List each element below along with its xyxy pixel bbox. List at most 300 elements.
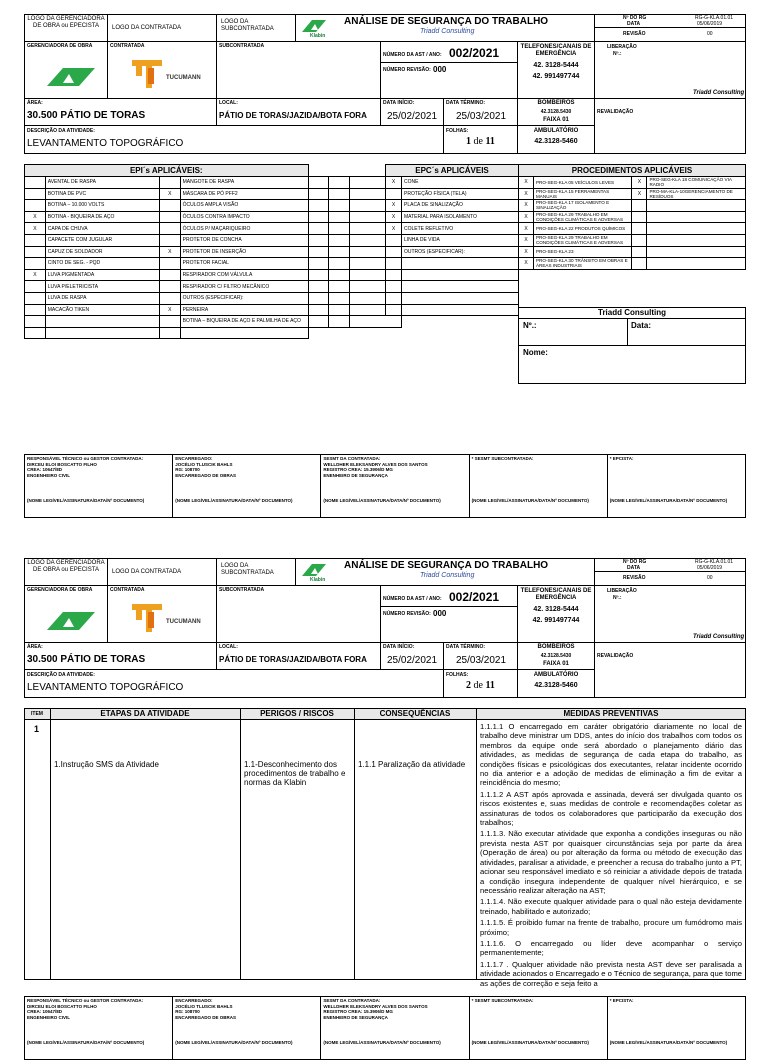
folhas-label: FOLHAS:	[446, 128, 469, 134]
procedure-item-2: PRO-MA-KLA-10GERENCIAMENTO DE RESÍDUOS	[647, 188, 746, 200]
local-label: LOCAL:	[219, 100, 238, 106]
area-label: ÁREA:	[27, 100, 43, 106]
epi-empty-cell	[329, 258, 350, 270]
epi-mark-a	[25, 177, 46, 189]
epi-empty-cell	[308, 292, 329, 304]
approval-number-label: Nº.:	[523, 321, 537, 330]
contratada-cell	[107, 41, 217, 99]
procedure-mark-2	[632, 211, 647, 223]
liberacao-label: LIBERAÇÃO	[607, 44, 637, 50]
tucumann-logo-icon	[130, 58, 164, 90]
procedure-item: PRO-SEG-KLA 29 TRABALHO EM CONDIÇÕES CLIMÁTICAS E ADVERSAS	[533, 234, 632, 246]
item-number: 1	[34, 724, 40, 734]
revisao-label: REVISÃO	[623, 31, 646, 37]
epi-item-b: ÓCULOS CONTRA IMPACTO	[180, 211, 308, 223]
procedure-mark: X	[519, 200, 534, 212]
end-date-value: 25/03/2021	[456, 111, 507, 122]
ast-number-label: NÚMERO DA AST / ANO:	[383, 596, 442, 602]
procedure-row	[519, 223, 746, 235]
epc-header: EPC´s APLICÁVEIS	[386, 165, 519, 177]
activity-table	[24, 708, 746, 988]
descricao-label: DESCRIÇÃO DA ATIVIDADE:	[27, 128, 95, 134]
area-label: ÁREA:	[27, 644, 43, 650]
signature-title: SESMT DA CONTRATADA:	[323, 456, 381, 461]
procedure-item: PRO-SEG-KLA 30 TRÂNSITO EM OBRAS E ÁREAS INDUSTRIAIS	[533, 258, 632, 270]
triadd-consulting-stamp: Triadd Consulting	[693, 90, 745, 96]
procedure-row	[519, 211, 746, 223]
revisao-label: REVISÃO	[623, 575, 646, 581]
medida-item: 1.1.1.6. O encarregado ou líder deve acompanhar o serviço permanentemente;	[480, 938, 742, 958]
header-block-2	[24, 558, 746, 698]
procedures-header: PROCEDIMENTOS APLICÁVEIS	[519, 165, 746, 177]
rg-value: RG-G-KLA.01.01	[695, 15, 734, 21]
epc-row	[386, 177, 519, 189]
procedure-mark-2	[632, 223, 647, 235]
rg-value: RG-G-KLA.01.01	[695, 559, 734, 565]
start-date-label: DATA INÍCIO:	[383, 100, 415, 106]
subcontratada-label: SUBCONTRATADA	[219, 587, 265, 593]
signature-title: * EPCISTA:	[609, 456, 634, 461]
descricao-value: LEVANTAMENTO TOPOGRÁFICO	[27, 682, 184, 693]
epi-empty-cell	[329, 200, 350, 212]
epi-item-b: MÁSCARA DE PÓ PFF2	[180, 188, 308, 200]
ambulatorio-phone: 42.3128-5460	[534, 682, 578, 689]
signature-footer: (NOME LEGÍVEL/ASSINATURA/DATA/Nº DOCUMENTO)	[471, 497, 589, 503]
logo-gerenciadora-text: LOGO DA GERENCIADORA DE OBRA ou EPECISTA	[27, 16, 105, 29]
rg-label: Nº DO RG	[623, 559, 647, 565]
epi-mark-b	[159, 281, 180, 293]
epc-item: COLETE REFLETIVO	[402, 223, 519, 235]
data-value: 05/06/2019	[697, 21, 723, 27]
epi-item-a: CAPA DE CHUVA	[45, 223, 159, 235]
emergency-phones-label: TELEFONES/CANAIS DE EMERGÊNCIA	[520, 44, 592, 57]
signature-line: ENGENHEIRO CIVIL	[27, 1014, 71, 1020]
descricao-cell	[24, 125, 444, 154]
procedure-row	[519, 234, 746, 246]
descricao-value: LEVANTAMENTO TOPOGRÁFICO	[27, 138, 184, 149]
epi-item-a: AVENTAL DE RASPA	[45, 177, 159, 189]
signature-cell	[25, 997, 173, 1060]
epi-row	[25, 258, 402, 270]
subcontratada-cell	[216, 41, 381, 99]
epi-mark-a	[25, 292, 46, 304]
klabin-logo-icon	[302, 18, 326, 32]
signature-cell	[607, 997, 745, 1060]
signature-line: ENCARREGADO DE OBRAS	[175, 1014, 236, 1020]
signature-line: RG: 108700	[175, 1009, 200, 1014]
signature-line: ENGENHEIRO CIVIL	[27, 472, 71, 478]
triadd-consulting-stamp: Triadd Consulting	[693, 634, 745, 640]
epi-row	[25, 177, 402, 189]
procedure-item-2	[647, 246, 746, 258]
local-label: LOCAL:	[219, 644, 238, 650]
document-title: ANÁLISE DE SEGURANÇA DO TRABALHO	[344, 16, 549, 27]
epi-empty-cell	[329, 316, 350, 328]
epi-item-a: LUVA P/ELETRICISTA	[45, 281, 159, 293]
contratada-label: CONTRATADA	[110, 43, 145, 49]
approval-name-label: Nome:	[523, 348, 548, 357]
epi-empty-cell	[329, 292, 350, 304]
epi-empty-cell	[329, 281, 350, 293]
epi-mark-b	[159, 316, 180, 328]
col-item-header: ITEM	[31, 711, 43, 717]
data-value: 05/06/2019	[697, 565, 723, 571]
epi-mark-b: X	[159, 304, 180, 316]
epc-row	[386, 211, 519, 223]
signature-title: * EPCISTA:	[609, 998, 634, 1003]
epi-empty-cell	[308, 269, 329, 281]
signature-cell	[173, 455, 321, 518]
folhas-cell	[443, 125, 518, 154]
epi-item-b: OUTROS (ESPECIFICAR):	[180, 292, 308, 304]
procedure-item-2	[647, 258, 746, 270]
end-date-cell	[443, 98, 518, 126]
procedure-row	[519, 188, 746, 200]
procedure-item: PRO-SEG-KLA 15 FERRAMENTAS MANUAIS	[533, 188, 632, 200]
epi-row	[25, 246, 402, 258]
signature-line: DIRCEU ELOI BOSCATTO FILHO	[27, 461, 97, 467]
medida-item: 1.1.1.3. Não executar atividade que exponha a condições inseguras ou não prevista nesta AST por quaisquer circunstâncias seja por parte da área (Operação de área) ou por alteração da forma ou método de execução das atividades, paralisar a atividade, e preencher a recusa do trabalho junto a PT, acionar seu responsável imediato e só reiniciar a atividade depois de tratada a condição insegura independente de qualquer nível hierárquico, e se necessário realizar alteração na AST;	[480, 829, 742, 895]
signature-cell	[173, 997, 321, 1060]
epi-item-b: PERNEIRA	[180, 304, 308, 316]
signature-title: ENCARREGADO:	[175, 456, 213, 461]
signature-cell	[469, 455, 607, 518]
epi-mark-b	[159, 177, 180, 189]
epc-mark: X	[386, 200, 402, 212]
logo-gerenciadora-text: LOGO DA GERENCIADORA DE OBRA ou EPECISTA	[27, 560, 105, 573]
bombeiros-phone: 42.3128.5430	[540, 109, 572, 115]
triadd-logo-text: Triadd Consulting	[420, 28, 475, 35]
logo-contratada-text: LOGO DA CONTRATADA	[112, 569, 182, 575]
epc-row	[386, 234, 519, 246]
procedure-row	[519, 177, 746, 189]
epi-empty-cell	[329, 223, 350, 235]
liberacao-number-label: Nº.:	[613, 51, 622, 57]
logo-subcontratada-text: LOGO DA SUBCONTRATADA	[221, 563, 274, 576]
emergency-phones-label: TELEFONES/CANAIS DE EMERGÊNCIA	[520, 588, 592, 601]
etapa-text: 1.Instrução SMS da Atividade	[54, 760, 159, 769]
subcontratada-label: SUBCONTRATADA	[219, 43, 265, 49]
signature-footer: (NOME LEGÍVEL/ASSINATURA/DATA/Nº DOCUMENTO)	[609, 1039, 728, 1045]
gerenciadora-label: GERENCIADORA DE OBRA	[27, 43, 93, 49]
procedure-item: PRO-SEG-KLA 29 TRABALHO EM CONDIÇÕES CLIMÁTICAS E ADVERSAS	[533, 211, 632, 223]
logo-subcontratada-cell	[216, 14, 296, 42]
procedure-item: PRO-SEG-KLA 05 VEÍCULOS LEVES	[533, 177, 632, 189]
revisao-value: 00	[707, 31, 713, 37]
epi-empty-cell	[329, 188, 350, 200]
gerenciadora-label: GERENCIADORA DE OBRA	[27, 587, 93, 593]
epi-empty-cell	[329, 304, 350, 316]
epi-row	[25, 269, 402, 281]
epc-mark: X	[386, 223, 402, 235]
signature-line: JOCÉLIO TLUSCIK BAHLS	[175, 461, 233, 467]
epi-mark-b: X	[159, 246, 180, 258]
epi-mark-a	[25, 281, 46, 293]
signature-line: ENENHEIRO DE SEGURANÇA	[323, 1014, 388, 1020]
revisao-value: 00	[707, 575, 713, 581]
epi-empty-cell	[308, 200, 329, 212]
procedures-table	[518, 164, 746, 270]
epc-item: MATERIAL PARA ISOLAMENTO	[402, 211, 519, 223]
epi-mark-a	[25, 304, 46, 316]
ambulatorio-phone: 42.3128-5460	[534, 138, 578, 145]
signature-cell	[469, 997, 607, 1060]
epc-mark	[386, 246, 402, 258]
ast-number-value: 002/2021	[449, 46, 500, 60]
procedure-mark: X	[519, 234, 534, 246]
procedure-mark-2	[632, 246, 647, 258]
medida-item: 1.1.1.7 . Qualquer atividade não prevista nesta AST deve ser paralisada a atividade acionados o Encarregado e o Técnico de segurança, para que tome as ações de correção e seja feito a	[480, 959, 742, 988]
revalidacao-label: REVALIDAÇÃO	[597, 109, 634, 115]
approval-name-box	[518, 345, 746, 384]
procedure-mark: X	[519, 246, 534, 258]
emergency-phones-cell	[517, 41, 595, 99]
liberacao-cell	[594, 41, 746, 99]
area-cell	[24, 98, 217, 126]
bombeiros-label: BOMBEIROS	[537, 100, 575, 106]
col-etapas-header: ETAPAS DA ATIVIDADE	[100, 709, 190, 718]
revalidacao-label: REVALIDAÇÃO	[597, 653, 634, 659]
signature-footer: (NOME LEGÍVEL/ASSINATURA/DATA/Nº DOCUMENTO)	[609, 497, 728, 503]
epc-mark: X	[386, 211, 402, 223]
logo-contratada-text: LOGO DA CONTRATADA	[112, 25, 182, 31]
epi-mark-b: X	[159, 188, 180, 200]
logo-subcontratada-text: LOGO DA SUBCONTRATADA	[221, 19, 274, 32]
col-perigos-header: PERIGOS / RISCOS	[260, 709, 334, 718]
procedure-item-2	[647, 234, 746, 246]
approval-box	[518, 318, 746, 346]
epi-item-a: CINTO DE SEG. - PQD	[45, 258, 159, 270]
phone-1: 42. 3128-5444	[533, 606, 579, 613]
phone-2: 42. 991497744	[532, 73, 580, 80]
epi-row	[25, 304, 402, 316]
signature-line: REGISTRO CREA: 15.3906/D MG	[323, 1009, 393, 1014]
procedure-mark-2: X	[632, 177, 647, 189]
epi-empty-cell	[329, 269, 350, 281]
rg-cell	[594, 14, 746, 42]
signature-footer: (NOME LEGÍVEL/ASSINATURA/DATA/Nº DOCUMENTO)	[471, 1039, 589, 1045]
signature-title: ENCARREGADO:	[175, 998, 213, 1003]
epi-mark-a	[25, 316, 46, 328]
signature-line: WELLDHER ELEKSANDRY ALVES DOS SANTOS	[323, 461, 428, 467]
ast-number-label: NÚMERO DA AST / ANO:	[383, 52, 442, 58]
epi-empty-cell	[308, 258, 329, 270]
epi-row	[25, 316, 402, 328]
col-consequencias-header: CONSEQUÊNCIAS	[379, 709, 451, 718]
signature-line: WELLDHER ELEKSANDRY ALVES DOS SANTOS	[323, 1003, 428, 1009]
revalidacao-cell	[594, 98, 746, 154]
signature-footer: (NOME LEGÍVEL/ASSINATURA/DATA/Nº DOCUMENTO)	[175, 497, 293, 503]
procedure-row	[519, 246, 746, 258]
signature-cell	[25, 455, 173, 518]
procedure-mark: X	[519, 258, 534, 270]
procedure-mark: X	[519, 211, 534, 223]
local-value: PÁTIO DE TORAS/JAZIDA/BOTA FORA	[219, 655, 367, 664]
epi-empty-cell	[308, 188, 329, 200]
consequencia-text: 1.1.1 Paralização da atividade	[358, 760, 466, 769]
local-cell	[216, 98, 381, 126]
procedure-mark-2	[632, 234, 647, 246]
revision-number-value: 000	[433, 65, 447, 74]
perigo-text: 1.1-Desconhecimento dos procedimentos de trabalho e normas da Klabin	[244, 760, 346, 788]
signature-footer: (NOME LEGÍVEL/ASSINATURA/DATA/Nº DOCUMENTO)	[27, 1039, 145, 1045]
signature-cell	[607, 455, 745, 518]
epi-item-b: ÓCULOS P/ MAÇARIQUEIRO	[180, 223, 308, 235]
procedure-row	[519, 258, 746, 270]
procedure-item-2	[647, 223, 746, 235]
procedure-mark: X	[519, 223, 534, 235]
signature-line: ENCARREGADO DE OBRAS	[175, 472, 236, 478]
ambulatorio-label: AMBULATÓRIO	[533, 128, 579, 134]
epi-mark-b	[159, 234, 180, 246]
procedure-mark: X	[519, 177, 534, 189]
tucumann-logo-icon	[130, 602, 164, 634]
liberacao-number-label: Nº.:	[613, 595, 622, 601]
procedure-mark-2: X	[632, 188, 647, 200]
bombeiros-phone: 42.3128.5430	[540, 653, 572, 659]
epi-empty-cell	[308, 316, 329, 328]
klabin-small-text: Klabin	[310, 33, 326, 39]
descricao-label: DESCRIÇÃO DA ATIVIDADE:	[27, 672, 95, 678]
epi-row	[25, 200, 402, 212]
ambulatorio-label: AMBULATÓRIO	[533, 672, 579, 678]
epc-row	[386, 223, 519, 235]
epi-row	[25, 281, 402, 293]
signature-title: SESMT DA CONTRATADA:	[323, 998, 381, 1003]
signature-line: CREA: 10647/8D	[27, 467, 63, 472]
procedure-mark-2	[632, 258, 647, 270]
epi-item-b: RESPIRADOR C/ FILTRO MECÂNICO	[180, 281, 308, 293]
epc-mark	[386, 234, 402, 246]
epc-item: OUTROS (ESPECIFICAR):	[402, 246, 519, 258]
approval-date-label: Data:	[631, 321, 652, 330]
epi-mark-b	[159, 223, 180, 235]
epi-empty-cell	[308, 211, 329, 223]
epi-empty-cell	[329, 211, 350, 223]
klabin-logo-icon	[302, 562, 326, 576]
revision-number-label: NÚMERO REVISÃO:	[383, 67, 431, 73]
epc-row	[386, 200, 519, 212]
epi-mark-a	[25, 258, 46, 270]
procedure-mark: X	[519, 188, 534, 200]
epi-mark-a: X	[25, 223, 46, 235]
revision-number-value: 000	[433, 609, 447, 618]
klabin-small-text: Klabin	[310, 577, 326, 583]
epi-mark-b	[159, 269, 180, 281]
signature-line: DIRCEU ELOI BOSCATTO FILHO	[27, 1003, 97, 1009]
epi-mark-b	[159, 292, 180, 304]
epi-empty-cell	[308, 246, 329, 258]
end-date-value: 25/03/2021	[456, 655, 507, 666]
medida-item: 1.1.1.1 O encarregado em caráter obrigatório diariamente no local de trabalho deve ministrar um DDS, antes do início dos trabalhos com todos os membros da equipe onde será abordado o planejamento diário das atividades, as medidas de segurança de cada etapa do trabalho, as condições físicas e psicológicas dos executantes, relatar incidente ocorrido no dia anterior e a adoção de medidas de eliminação a fim de evitar a reincidência do mesmo;	[480, 722, 742, 788]
area-value: 30.500 PÁTIO DE TORAS	[27, 110, 146, 121]
epi-row	[25, 223, 402, 235]
gerenciadora-cell	[24, 41, 108, 99]
medida-item: 1.1.1.4. Não execute qualquer atividade para o qual não esteja devidamente treinado, habilitado e autorizado;	[480, 897, 742, 916]
signature-title: RESPONSÁVEL TÉCNICO ou GESTOR CONTRATADA:	[27, 998, 144, 1003]
klabin-logo-large-icon	[47, 66, 95, 86]
epc-table	[385, 164, 519, 316]
triadd-box-text: Triadd Consulting	[598, 308, 666, 317]
epi-item-b: PROTETOR DE INSERÇÃO	[180, 246, 308, 258]
phone-1: 42. 3128-5444	[533, 62, 579, 69]
tucumann-text: TUCUMANN	[166, 619, 201, 625]
procedure-item: PRO-SEG-KLA 22 PRODUTOS QUÍMICOS	[533, 223, 632, 235]
epi-empty-cell	[308, 281, 329, 293]
data-label: DATA	[627, 565, 641, 571]
folhas-label: FOLHAS:	[446, 672, 469, 678]
bombeiros-faixa: FAIXA 01	[543, 661, 569, 667]
epi-row	[25, 292, 402, 304]
bombeiros-faixa: FAIXA 01	[543, 117, 569, 123]
tucumann-text: TUCUMANN	[166, 75, 201, 81]
epi-mark-a	[25, 188, 46, 200]
procedure-item: PRO-SEG-KLA 17 ISOLAMENTO E SINALIZAÇÃO	[533, 200, 632, 212]
signature-line: CREA: 10647/8D	[27, 1009, 63, 1014]
signature-cell	[321, 455, 469, 518]
epi-mark-a	[25, 234, 46, 246]
epi-item-b: BOTINA – BIQUEIRA DE AÇO E PALMILHA DE AÇO	[180, 316, 308, 328]
rg-label: Nº DO RG	[623, 15, 647, 21]
col-medidas-header: MEDIDAS PREVENTIVAS	[563, 709, 659, 718]
logo-contratada-cell	[107, 14, 217, 42]
epi-item-b: MANGOTE DE RASPA	[180, 177, 308, 189]
epi-mark-b	[159, 258, 180, 270]
header-block	[24, 14, 746, 154]
procedure-mark-2	[632, 200, 647, 212]
epi-empty-cell	[329, 246, 350, 258]
signature-table-1	[24, 454, 746, 518]
title-cell	[295, 14, 595, 42]
epi-mark-a: X	[25, 211, 46, 223]
epi-table	[24, 164, 402, 339]
epi-mark-a	[25, 246, 46, 258]
epi-item-a: BOTINA DE PVC	[45, 188, 159, 200]
medida-item: 1.1.1.5. É proibido fumar na frente de trabalho, procure um fumódromo mais próximo;	[480, 918, 742, 937]
page-2	[0, 544, 768, 1045]
epi-empty-cell	[329, 234, 350, 246]
epi-item-b: ÓCULOS AMPLA VISÃO	[180, 200, 308, 212]
epc-item: PROTEÇÃO FÍSICA (TELA)	[402, 188, 519, 200]
area-value: 30.500 PÁTIO DE TORAS	[27, 654, 146, 665]
epi-row	[25, 234, 402, 246]
bombeiros-cell	[517, 98, 595, 126]
folhas-value: 1 de 11	[466, 136, 495, 147]
revision-number-label: NÚMERO REVISÃO:	[383, 611, 431, 617]
procedure-item-2: PRO-SEG-KLA 18 COMUNICAÇÃO VIA RADIO	[647, 177, 746, 189]
epi-header: EPI´s APLICÁVEIS:	[25, 165, 309, 177]
signature-cell	[321, 997, 469, 1060]
epc-item: PLACA DE SINALIZAÇÃO	[402, 200, 519, 212]
epi-item-a: CAPUZ DE SOLDADOR	[45, 246, 159, 258]
bombeiros-label: BOMBEIROS	[537, 644, 575, 650]
signature-line: RG: 108700	[175, 467, 200, 472]
signature-line: REGISTRO CREA: 15.3906/D MG	[323, 467, 393, 472]
epi-row	[25, 211, 402, 223]
signature-title: RESPONSÁVEL TÉCNICO ou GESTOR CONTRATADA:	[27, 456, 144, 461]
start-date-label: DATA INÍCIO:	[383, 644, 415, 650]
procedure-item: PRO-SEG-KLA 23	[533, 246, 632, 258]
signature-line: ENENHEIRO DE SEGURANÇA	[323, 472, 388, 478]
epi-row	[25, 188, 402, 200]
epi-empty-cell	[329, 177, 350, 189]
start-date-cell	[380, 98, 444, 126]
epi-item-a: BOTINA – 10.000 VOLTS	[45, 200, 159, 212]
data-label: DATA	[627, 21, 641, 27]
signature-title: * SESMT SUBCONTRATADA:	[471, 456, 534, 461]
contratada-label: CONTRATADA	[110, 587, 145, 593]
medida-item: 1.1.1.2 A AST após aprovada e assinada, deverá ser divulgada quanto os riscos existentes e, suas medidas de controle e recomendações coletar as assinaturas de todos os colaboradores que participarão da execução dos trabalhos;	[480, 789, 742, 828]
